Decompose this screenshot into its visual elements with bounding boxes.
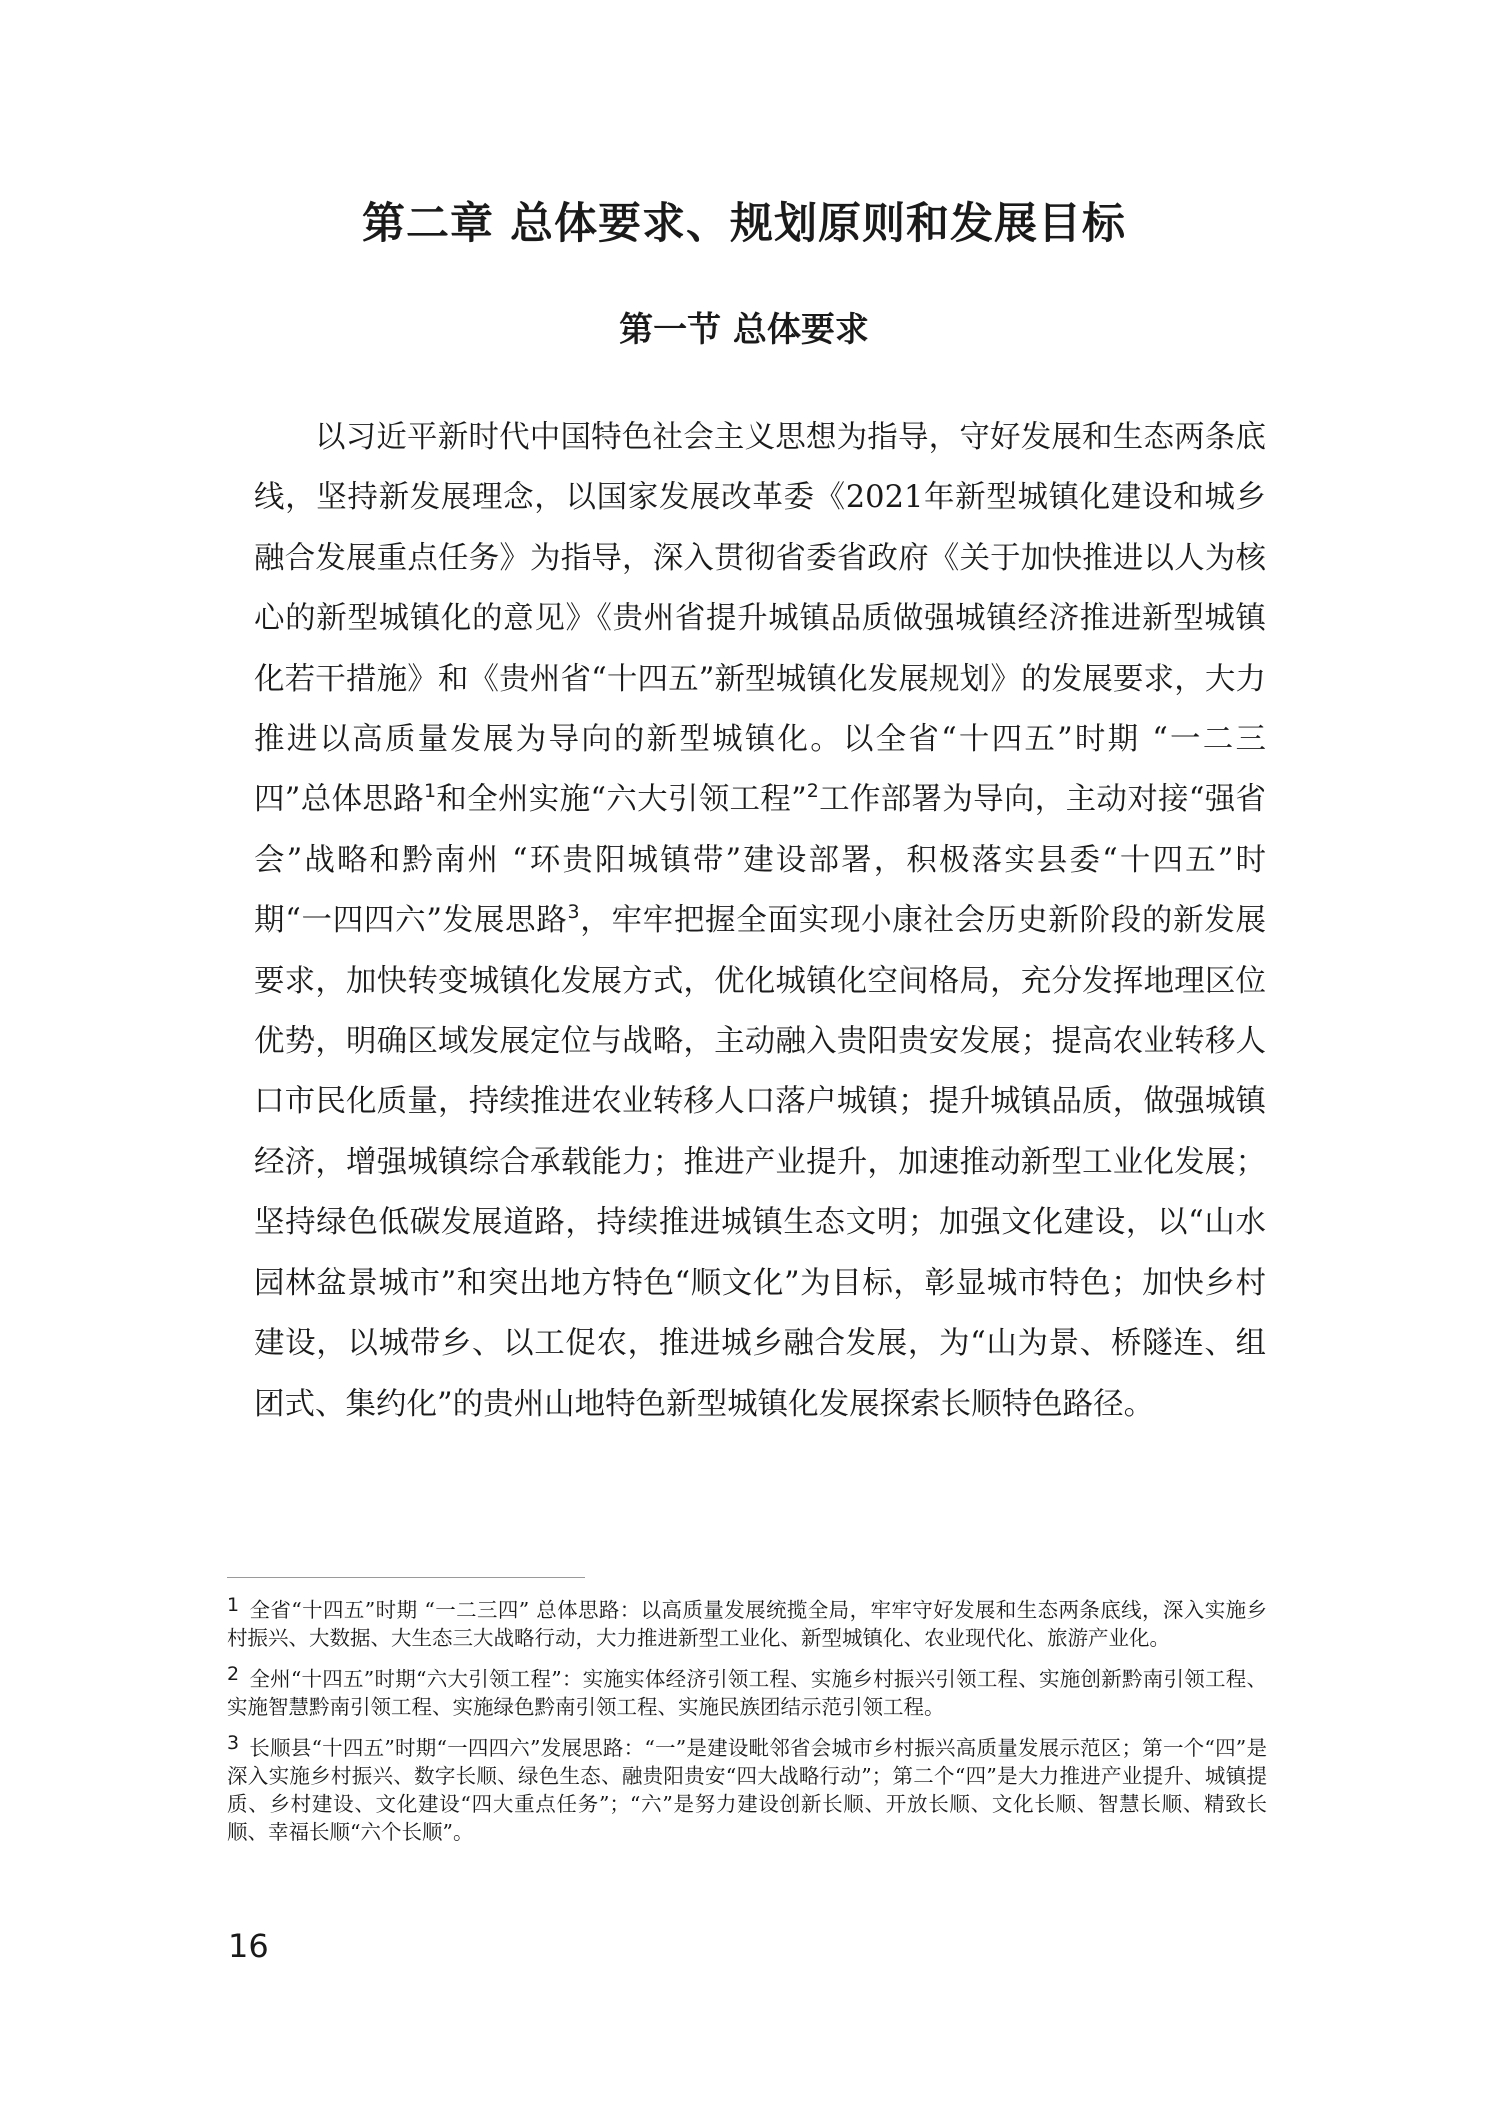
footnote-ref-3[interactable]: 3 <box>567 901 580 924</box>
footnotes <box>227 1591 1267 1854</box>
section-title: 第一节 总体要求 <box>619 310 869 350</box>
footnote-number: 3 <box>227 1732 240 1754</box>
footnote-1 <box>227 1591 1267 1652</box>
body-text-part-1: 以习近平新时代中国特色社会主义思想为指导，守好发展和生态两条底线，坚持新发展理念，以国家发展改革委《2021年新型城镇化建设和城乡融合发展重点任务》为指导，深入贯彻省委省政府《关于加快推进以人为核心的新型城镇化的意见》《贵州省提升城镇品质做强城镇经济推进新型城镇化若干措施》和《贵州省“十四五”新型城镇化发展规划》的发展要求，大力推进以高质量发展为导向的新型城镇化。以全省“十四五”时期 “一二三四”总体思路 <box>254 420 1266 818</box>
footnote-ref-1[interactable]: 1 <box>423 780 437 803</box>
body-paragraph <box>254 408 1266 1435</box>
footnote-3 <box>227 1729 1267 1846</box>
footnote-ref-2[interactable]: 2 <box>806 780 819 803</box>
footnote-2 <box>227 1660 1267 1721</box>
body-text-part-2: 和全州实施“六大引领工程” <box>436 782 807 818</box>
body-text-part-3: 工作部署为导向，主动对接“强省会”战略和黔南州 “环贵阳城镇带”建设部署，积极落实县委“十四五”时期“一四四六”发展思路 <box>254 782 1267 939</box>
footnote-text: 全州“十四五”时期“六大引领工程”：实施实体经济引领工程、实施乡村振兴引领工程、实施创新黔南引领工程、实施智慧黔南引领工程、实施绿色黔南引领工程、实施民族团结示范引领工程。 <box>227 1667 1267 1719</box>
footnote-separator <box>227 1577 585 1578</box>
footnote-text: 长顺县“十四五”时期“一四四六”发展思路：“一”是建设毗邻省会城市乡村振兴高质量发展示范区；第一个“四”是深入实施乡村振兴、数字长顺、绿色生态、融贵阳贵安“四大战略行动”；第二个“四”是大力推进产业提升、城镇提质、乡村建设、文化建设“四大重点任务”；“六”是努力建设创新长顺、开放长顺、文化长顺、智慧长顺、精致长顺、幸福长顺“六个长顺”。 <box>227 1736 1267 1844</box>
body-text-part-4: ，牢牢把握全面实现小康社会历史新阶段的新发展要求，加快转变城镇化发展方式，优化城镇化空间格局，充分发挥地理区位优势，明确区域发展定位与战略，主动融入贵阳贵安发展；提高农业转移人口市民化质量，持续推进农业转移人口落户城镇；提升城镇品质，做强城镇经济，增强城镇综合承载能力；推进产业提升，加速推动新型工业化发展；坚持绿色低碳发展道路，持续推进城镇生态文明；加强文化建设，以“山水园林盆景城市”和突出地方特色“顺文化”为目标，彰显城市特色；加快乡村建设，以城带乡、以工促农，推进城乡融合发展，为“山为景、桥隧连、组团式、集约化”的贵州山地特色新型城镇化发展探索长顺特色路径。 <box>254 903 1267 1422</box>
footnote-text: 全省“十四五”时期 “一二三四” 总体思路：以高质量发展统揽全局，牢牢守好发展和生态两条底线，深入实施乡村振兴、大数据、大生态三大战略行动，大力推进新型工业化、新型城镇化、农业现代化、旅游产业化。 <box>227 1598 1267 1650</box>
footnote-number: 2 <box>227 1663 240 1685</box>
chapter-title: 第二章 总体要求、规划原则和发展目标 <box>362 199 1126 249</box>
footnote-number: 1 <box>227 1594 240 1616</box>
page-number: 16 <box>228 1927 269 1965</box>
